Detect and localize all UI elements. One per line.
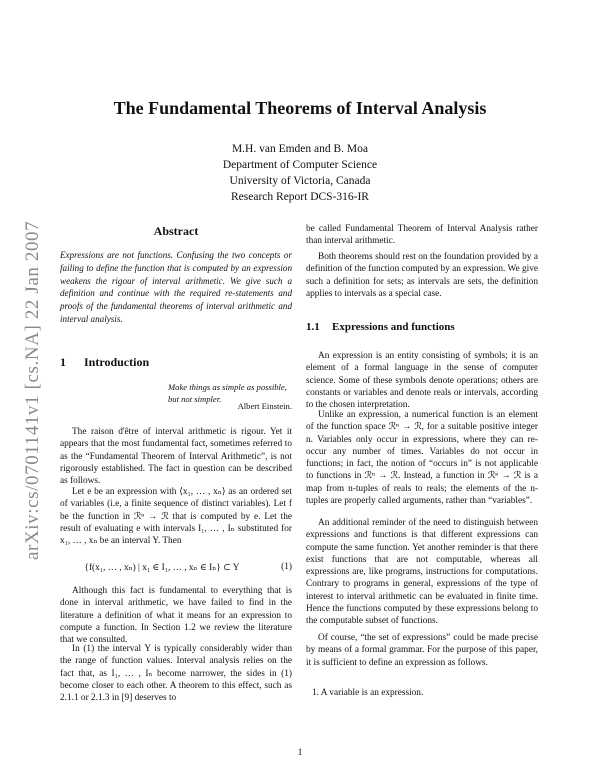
- intro-paragraph-3: Although this fact is fundamental to everything that is done in interval arithmetic, we have failed to find in the literature a definition of what it means for an expression to compute a function. In Section 1.2 we review the literature that we consulted.: [60, 586, 292, 646]
- epigraph-quote: Make things as simple as possible, but not simpler.: [168, 382, 287, 404]
- subsection-title: Expressions and functions: [332, 321, 455, 333]
- right-paragraph-2: Both theorems should rest on the foundation provided by a definition of the function computed by an expression. We give such a definition for sets; as intervals are sets, the definition applies to intervals as a special case.: [306, 252, 538, 299]
- right-paragraph-3: An expression is an entity consisting of symbols; it is an element of a formal language in the sense of computer science. Some of these symbols denote operations; others are constants or variables and denote reals or intervals, according to the chosen interpretation.: [306, 351, 538, 411]
- arxiv-stamp: arXiv:cs/0701141v1 [cs.NA] 22 Jan 2007: [22, 220, 43, 560]
- right-paragraph-6: Of course, “the set of expressions” could be made precise by means of a formal grammar. For the purpose of this paper, it is sufficient to define an expression as follows.: [306, 633, 538, 668]
- department: Department of Computer Science: [222, 159, 378, 171]
- page-number: 1: [297, 748, 303, 758]
- section-title: Introduction: [84, 355, 150, 369]
- paper-title: The Fundamental Theorems of Interval Analysis: [113, 98, 487, 118]
- university: University of Victoria, Canada: [229, 175, 371, 187]
- right-paragraph-5: An additional reminder of the need to distinguish between expressions and functions is that different expressions can compute the same function. Yet another reminder is that there exist functions that are not computable, whereas all expressions are, like programs, instructions for computations. Contrary to programs in general, expressions of the type of interest to interval arithmetic can be evaluated in finite time. Hence the functions computed by these expressions belong to the computable subset of functions.: [306, 518, 538, 627]
- equation-1: {f(x₁, … , xₙ) | x₁ ∈ I₁, … , xₙ ∈ Iₙ} ⊂ Y: [84, 563, 240, 573]
- section-heading-introduction: [60, 355, 149, 370]
- section-number: 1: [60, 355, 66, 369]
- list-item-1: 1. A variable is an expression.: [312, 688, 424, 698]
- right-paragraph-4: Unlike an expression, a numerical function is an element of the function space ℛⁿ → ℛ, for a suitable positive integer n. Variables only occur in expressions, where they can re-occur any number of times. Variables do not occur in functions; in fact, the notion of “occurs in” is not applicable to functions in ℛⁿ → ℛ. Instead, a function in ℛⁿ → ℛ is a map from n-tuples of reals to reals; the elements of the n-tuples are properly called arguments, rather than “variables”.: [306, 410, 538, 507]
- intro-paragraph-2: Let e be an expression with ⟨x₁, … , xₙ⟩ as an ordered set of variables (i.e, a finite sequence of distinct variables). Let f be the function in ℛⁿ → ℛ that is computed by e. Let the result of evaluating e with intervals I₁, … , Iₙ substituted for x₁, … , xₙ be an interval Y. Then: [60, 487, 292, 547]
- right-paragraph-1: be called Fundamental Theorem of Interval Analysis rather than interval arithmetic.: [306, 224, 538, 247]
- authors: M.H. van Emden and B. Moa: [231, 143, 369, 155]
- intro-paragraph-4: In (1) the interval Y is typically considerably wider than the range of function values. Interval analysis relies on the fact that, as I₁, … , Iₙ become narrower, the sides in (1) become closer to each other. A theorem to this effect, such as 2.1.1 or 2.1.3 in [9] deserves to: [60, 644, 292, 704]
- abstract-text: Expressions are not functions. Confusing the two concepts or failing to define the function that is computed by an expression weakens the rigour of interval arithmetic. We give such a definition and continue with the required re-statements and proofs of the fundamental theorems of interval arithmetic and interval analysis.: [60, 250, 292, 324]
- epigraph-author: Albert Einstein.: [237, 401, 292, 411]
- subsection-heading-expressions: [306, 321, 455, 333]
- intro-paragraph-1: The raison d'être of interval arithmetic is rigour. Yet it appears that the most fundamental fact, sometimes referred to as the “Fundamental Theorem of Interval Arithmetic”, is not rigorously established. The fact in question can be described as follows.: [60, 427, 292, 487]
- subsection-number: 1.1: [306, 321, 320, 333]
- abstract-heading: Abstract: [153, 224, 199, 238]
- equation-number: (1): [281, 562, 292, 572]
- report-number: Research Report DCS-316-IR: [231, 191, 369, 203]
